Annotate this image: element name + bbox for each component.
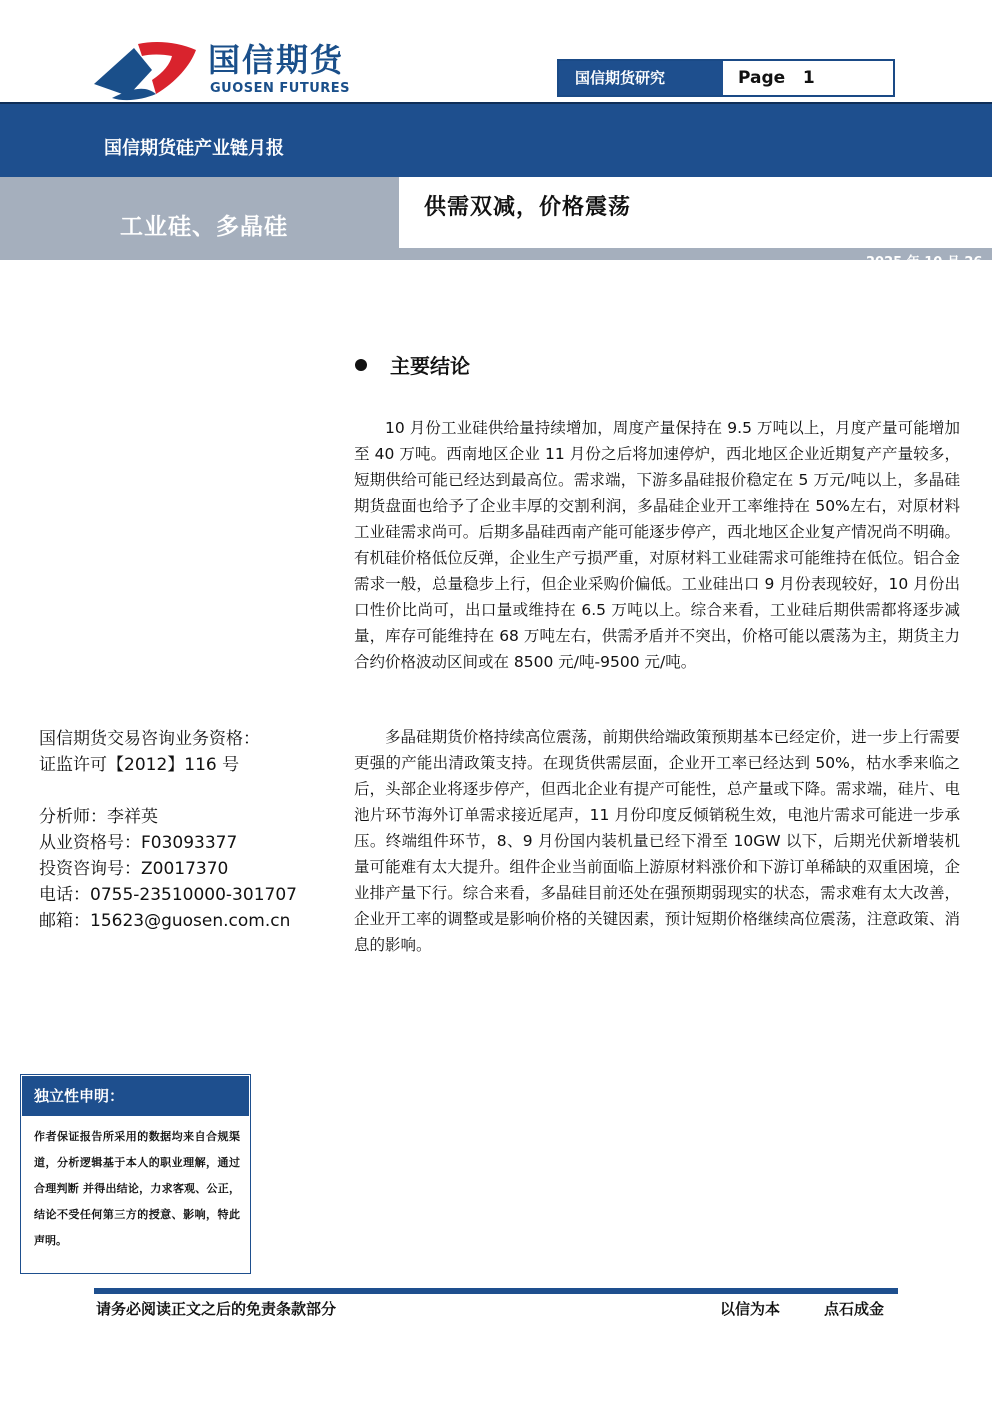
guosen-logo-icon: [94, 40, 198, 102]
analyst-name: 分析师：李祥英: [39, 807, 158, 827]
paragraph-industrial-silicon: 10 月份工业硅供给量持续增加，周度产量保持在 9.5 万吨以上，月度产量可能增加至 40 万吨。西南地区企业 11 月份之后将加速停炉，西北地区企业近期复产产量较多，短期供给可能已经达到最高位。需求端，下游多晶硅报价稳定在 5 万元/吨以上，多晶硅期货盘面也给予了企业丰厚的交割利润，多晶硅企业开工率维持在 50%左右，对原材料工业硅需求尚可。后期多晶硅西南产能可能逐步停产，西北地区企业复产情况尚不明确。有机硅价格低位反弹，企业生产亏损严重，对原材料工业硅需求可能维持在低位。铝合金需求一般，总量稳步上行，但企业采购价偏低。工业硅出口 9 月份表现较好，10 月份出口性价比尚可，出口量或维持在 6.5 万吨以上。综合来看，工业硅后期供需都将逐步减量，库存可能维持在 68 万吨左右，供需矛盾并不突出，价格可能以震荡为主，期货主力合约价格波动区间或在 8500 元/吨-9500 元/吨。: [354, 419, 960, 671]
email-link[interactable]: 邮箱：15623@guosen.com.cn: [39, 911, 291, 931]
page-number: Page 1: [738, 68, 815, 88]
product-title: 工业硅、多晶硅: [120, 214, 288, 240]
research-label: 国信期货研究: [559, 61, 723, 95]
qualification-line-1: 国信期货交易咨询业务资格：: [39, 729, 260, 749]
report-date: 2025 年 10 月 26 日: [866, 255, 983, 288]
bullet-icon: [355, 359, 367, 371]
independence-text: 作者保证报告所采用的数据均来自合规渠道，分析逻辑基于本人的职业理解，通过合理判断 并得出结论，力求客观、公正，结论不受任何第三方的授意、影响，特此声明。: [34, 1130, 240, 1247]
headline: 供需双减，价格震荡: [424, 195, 632, 220]
logo-text-cn: 国信期货: [208, 41, 345, 79]
footer-slogan-1: 以信为本: [720, 1300, 781, 1318]
qualification-line-2: 证监许可【2012】116 号: [39, 755, 240, 775]
paragraph-polysilicon: 多晶硅期货价格持续高位震荡，前期供给端政策预期基本已经定价，进一步上行需要更强的产能出清政策支持。在现货供需层面，企业开工率已经达到 50%，枯水季来临之后，头部企业将逐步停产，但西北企业有提产可能性，总产量或下降。需求端，硅片、电池片环节海外订单需求接近尾声，11 月份印度反倾销税生效，电池片需求可能进一步承压。终端组件环节，8、9 月份国内装机量已经下滑至 10GW 以下，后期光伏新增装机量可能难有太大提升。组件企业当前面临上游原材料涨价和下游订单稀缺的双重困境，企业排产量下行。综合来看，多晶硅目前还处在强预期弱现实的状态，需求难有太大改善，企业开工率的调整或是影响价格的关键因素，预计短期价格继续高位震荡，注意政策、消息的影响。: [354, 728, 960, 954]
phone-number: 电话：0755-23510000-301707: [39, 885, 297, 905]
footer-disclaimer: 请务必阅读正文之后的免责条款部分: [96, 1300, 337, 1318]
report-name: 国信期货硅产业链月报: [104, 138, 284, 159]
consult-number: 投资咨询号：Z0017370: [39, 859, 229, 879]
footer-slogan-2: 点石成金: [824, 1300, 885, 1318]
section-title: 主要结论: [390, 354, 470, 378]
independence-title: 独立性申明：: [22, 1076, 249, 1116]
footer-divider: [94, 1288, 898, 1294]
license-number: 从业资格号：F03093377: [39, 833, 238, 853]
logo-text-en: GUOSEN FUTURES: [210, 81, 351, 96]
